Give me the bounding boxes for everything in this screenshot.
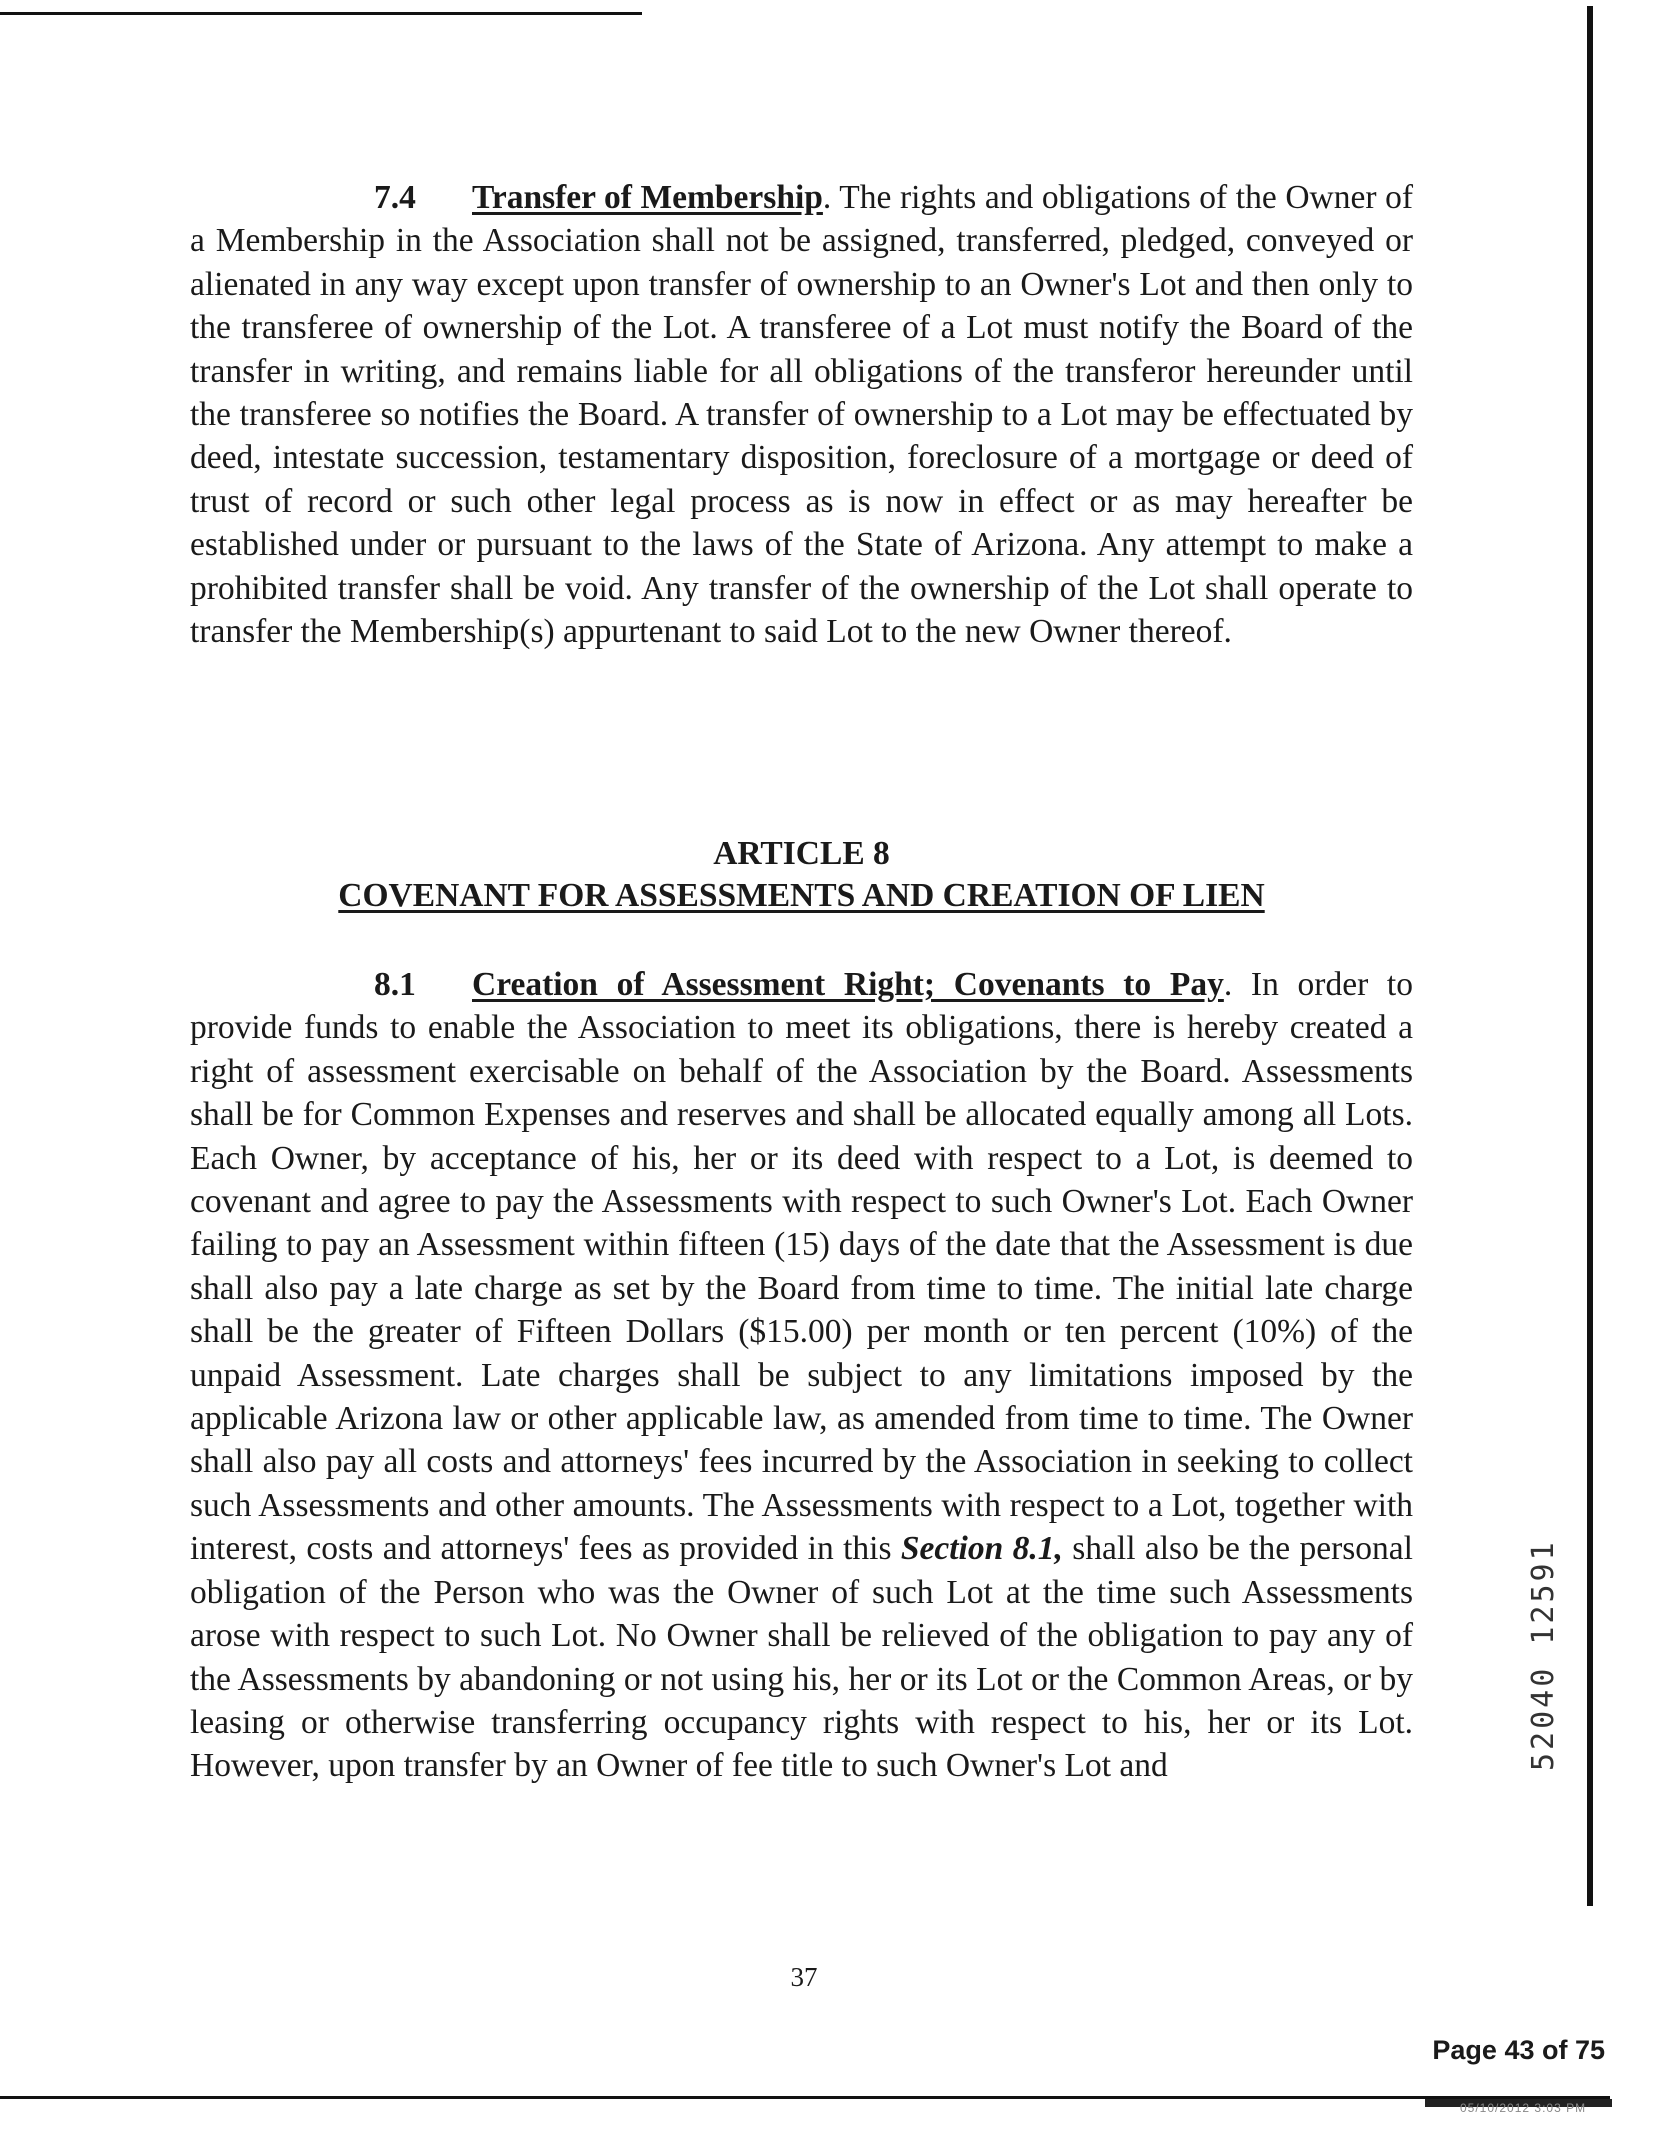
side-document-stamp: 52040 12591 [1526, 1539, 1561, 1771]
section-title: Transfer of Membership [472, 179, 823, 216]
section-title: Creation of Assessment Right; Covenants to Pay [472, 966, 1224, 1003]
recording-stamp: 05/10/2012 3:03 PM [1460, 2101, 1587, 2115]
bottom-border-line [0, 2096, 1610, 2099]
page-number: 37 [790, 1962, 818, 1992]
right-border-line [1587, 6, 1593, 1906]
section-number: 8.1 [374, 966, 416, 1003]
section-reference: Section 8.1, [900, 1530, 1063, 1568]
article-title: COVENANT FOR ASSESSMENTS AND CREATION OF LIEN [338, 877, 1265, 914]
section-8-1-paragraph [190, 963, 1413, 1788]
top-border-line [0, 12, 642, 15]
page-count: Page 43 of 75 [1432, 2035, 1605, 2065]
article-number: ARTICLE 8 [713, 835, 890, 872]
section-body-part-1: . In order to provide funds to enable the Association to meet its obligations, there is hereby created a right of assessment exercisable on behalf of the Association by the Board. Assessments shall be for Common Expenses and reserves and shall be allocated equally among all Lots. Each Owner, by acceptance of his, her or its deed with respect to a Lot, is deemed to covenant and agree to pay the Assessments with respect to such Owner's Lot. Each Owner failing to pay an Assessment within fifteen (15) days of the date that the Assessment is due shall also pay a late charge as set by the Board from time to time. The initial late charge shall be the greater of Fifteen Dollars ($15.00) per month or ten percent (10%) of the unpaid Assessment. Late charges shall be subject to any limitations imposed by the applicable Arizona law or other applicable law, as amended from time to time. The Owner shall also pay all costs and attorneys' fees incurred by the Association in seeking to collect such Assessments and other amounts. The Assessments with respect to a Lot, together with interest, costs and attorneys' fees as provided in this [190, 966, 1413, 1568]
section-body-part-2: shall also be the personal obligation of the Person who was the Owner of such Lot at the time such Assessments arose with respect to such Lot. No Owner shall be relieved of the obligation to pay any of the Assessments by abandoning or not using his, her or its Lot or the Common Areas, or by leasing or otherwise transferring occupancy rights with respect to his, her or its Lot. However, upon transfer by an Owner of fee title to such Owner's Lot and [190, 1530, 1413, 1785]
section-body: . The rights and obligations of the Owner of a Membership in the Association shall not be assigned, transferred, pledged, conveyed or alienated in any way except upon transfer of ownership to an Owner's Lot and then only to the transferee of ownership of the Lot. A transferee of a Lot must notify the Board of the transfer in writing, and remains liable for all obligations of the transferor hereunder until the transferee so notifies the Board. A transfer of ownership to a Lot may be effectuated by deed, intestate succession, testamentary disposition, foreclosure of a mortgage or deed of trust of record or such other legal process as is now in effect or as may hereafter be established under or pursuant to the laws of the State of Arizona. Any attempt to make a prohibited transfer shall be void. Any transfer of the ownership of the Lot shall operate to transfer the Membership(s) appurtenant to said Lot to the new Owner thereof. [190, 179, 1413, 651]
section-7-4-paragraph [190, 176, 1413, 653]
section-number: 7.4 [374, 179, 416, 216]
